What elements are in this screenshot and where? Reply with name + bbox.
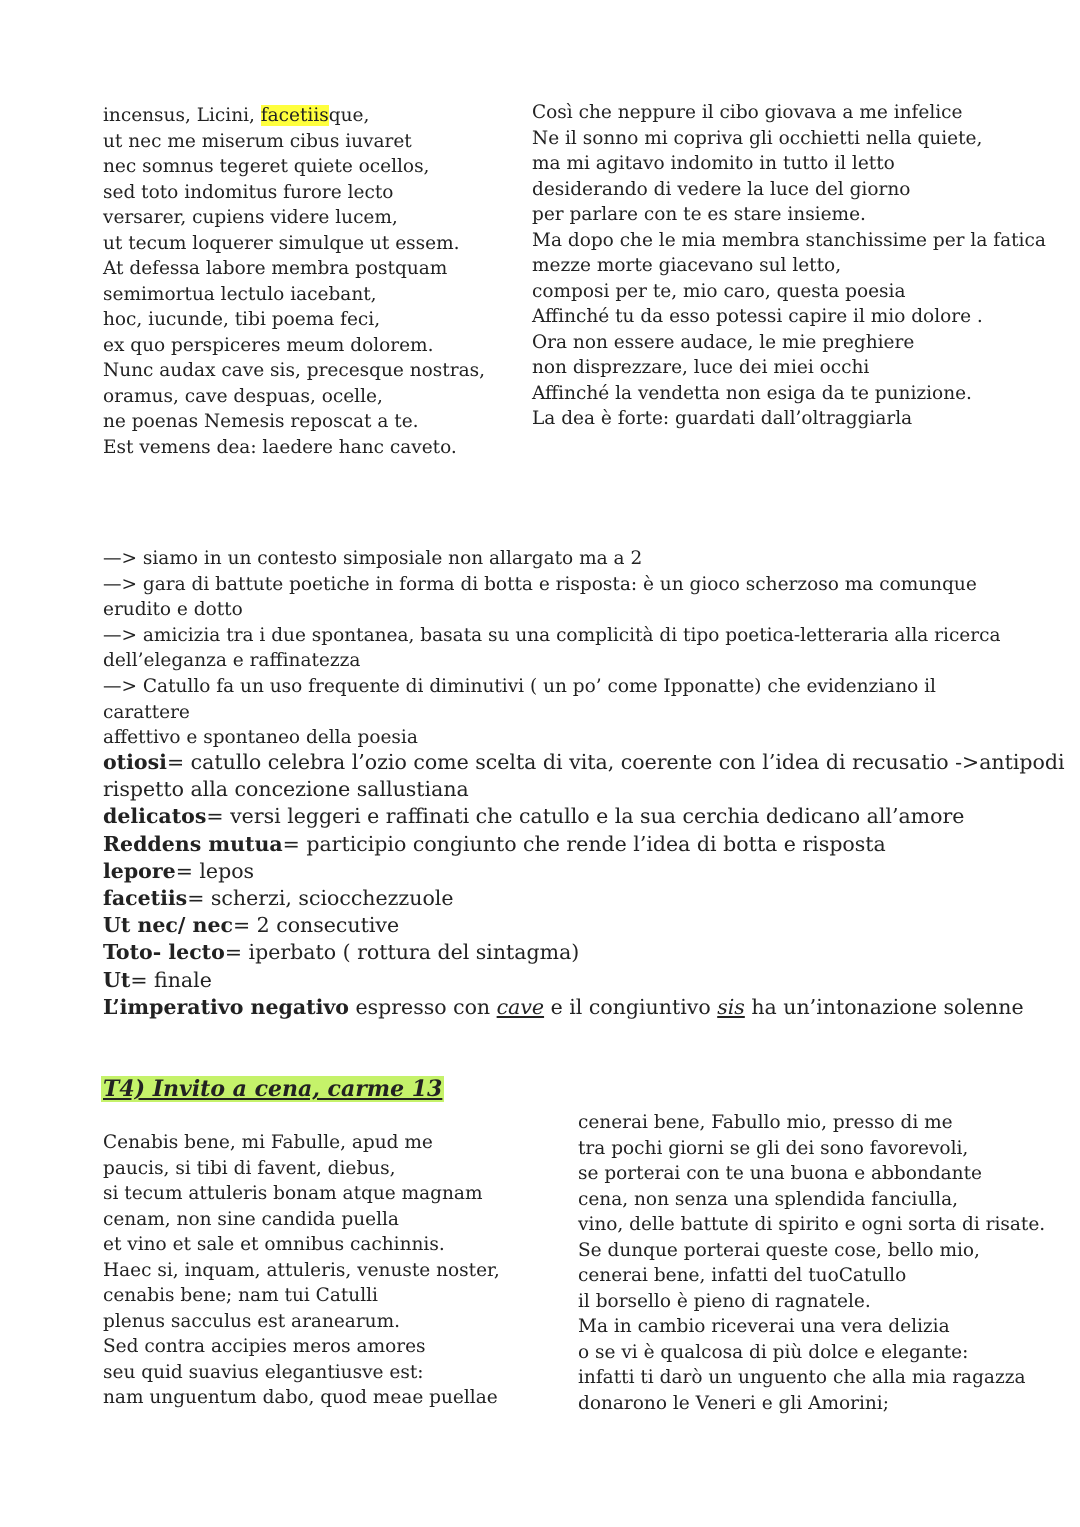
poem-line: si tecum attuleris bonam atque magnam: [103, 1183, 483, 1204]
poem-line: Affinché tu da esso potessi capire il mio dolore .: [532, 306, 983, 327]
poem-line: ut nec me miserum cibus iuvaret: [103, 130, 412, 152]
poem1-italian: [532, 100, 1046, 432]
poem-line: vino, delle battute di spirito e ogni sorta di risate.: [578, 1214, 1046, 1235]
poem-line: nec somnus tegeret quiete ocellos,: [103, 156, 430, 177]
poem-line: cena, non senza una splendida fanciulla,: [578, 1188, 958, 1210]
poem-line: tra pochi giorni se gli dei sono favorevoli,: [578, 1137, 969, 1159]
poem-line: et vino et sale et omnibus cachinnis.: [103, 1234, 445, 1255]
poem-line: Ne il sonno mi copriva gli occhietti nella quiete,: [532, 127, 983, 149]
poem-line: Affinché la vendetta non esiga da te punizione.: [532, 382, 972, 404]
poem-line: versarer, cupiens videre lucem,: [103, 207, 398, 228]
gloss-entry-imperativo: L’imperativo negativo espresso con cave e il congiuntivo sis ha un’intonazione solenne: [103, 994, 1024, 1019]
poem-line: Sed contra accipies meros amores: [103, 1336, 426, 1357]
poem-line: paucis, si tibi di favent, diebus,: [103, 1157, 396, 1179]
gloss-entry-reddens: Reddens mutua= participio congiunto che rende l’idea di botta e risposta: [103, 831, 886, 856]
gloss-entry-delicatos: delicatos= versi leggeri e raffinati che catullo e la sua cerchia dedicano all’amore: [103, 804, 965, 829]
poem-line: ma mi agitavo indomito in tutto il letto: [532, 153, 895, 174]
poem-line: sed toto indomitus furore lecto: [103, 181, 394, 203]
gloss-entry-facetiis: facetiis= scherzi, sciocchezzuole: [103, 886, 454, 911]
poem-line: composi per te, mio caro, questa poesia: [532, 280, 906, 302]
poem-line: non disprezzare, luce dei miei occhi: [532, 357, 870, 378]
poem-line: mezze morte giacevano sul letto,: [532, 255, 842, 276]
poem-line: per parlare con te es stare insieme.: [532, 204, 866, 225]
poem2-italian: [578, 1110, 1045, 1416]
poem-line: hoc, iucunde, tibi poema feci,: [103, 309, 381, 330]
poem-line: Cenabis bene, mi Fabulle, apud me: [103, 1132, 433, 1153]
poem-line: Ora non essere audace, le mie preghiere: [532, 331, 915, 353]
poem-line: cenam, non sine candida puella: [103, 1208, 399, 1230]
gloss-entry-utnec: Ut nec/ nec= 2 consecutive: [103, 913, 400, 938]
gloss-entry-toto: Toto- lecto= iperbato ( rottura del sintagma): [103, 940, 580, 965]
poem-line: cenabis bene; nam tui Catulli: [103, 1285, 378, 1306]
poem-line: donarono le Veneri e gli Amorini;: [578, 1392, 889, 1414]
note-line: —> amicizia tra i due spontanea, basata su una complicità di tipo poetica-letteraria alla ricerca: [103, 624, 1001, 646]
note-line: affettivo e spontaneo della poesia: [103, 727, 418, 749]
poem-line: seu quid suavius elegantiusve est:: [103, 1361, 424, 1383]
poem-line: incensus, Licini, facetiisque,: [103, 105, 370, 126]
poem-line: plenus sacculus est aranearum.: [103, 1310, 401, 1332]
poem-line: se porterai con te una buona e abbondante: [578, 1163, 982, 1184]
poem-line: Ma dopo che le mia membra stanchissime per la fatica: [532, 229, 1046, 251]
gloss-entry-lepore: lepore= lepos: [103, 858, 255, 883]
poem-line: il borsello è pieno di ragnatele.: [578, 1290, 871, 1312]
poem-line: semimortua lectulo iacebant,: [103, 283, 377, 305]
poem-line: ut tecum loquerer simulque ut essem.: [103, 232, 460, 254]
poem-line: Così che neppure il cibo giovava a me infelice: [532, 102, 963, 123]
commentary-notes: [103, 546, 1003, 751]
poem1-latin: [103, 103, 485, 460]
highlighted-word: facetiis: [260, 105, 329, 126]
note-line: dell’eleganza e raffinatezza: [103, 650, 361, 672]
note-line: —> Catullo fa un uso frequente di diminutivi ( un po’ come Ipponatte) che evidenziano il carattere: [103, 675, 936, 723]
poem2-latin: [103, 1130, 500, 1411]
poem-line: cenerai bene, infatti del tuoCatullo: [578, 1265, 907, 1286]
gloss-entry-otiosi: otiosi= catullo celebra l’ozio come scelta di vita, coerente con l’idea di recusatio ->antipodi: [103, 750, 1065, 774]
poem-line: desiderando di vedere la luce del giorno: [532, 178, 911, 200]
gloss-entry-ut: Ut= finale: [103, 967, 212, 992]
poem-line: nam unguentum dabo, quod meae puellae: [103, 1387, 498, 1408]
poem-line: ne poenas Nemesis reposcat a te.: [103, 411, 419, 432]
glossary: [103, 749, 1065, 1021]
poem-line: At defessa labore membra postquam: [103, 258, 448, 279]
poem-line: o se vi è qualcosa di più dolce e elegante:: [578, 1341, 969, 1363]
section-title: [101, 1075, 444, 1103]
poem-line: Est vemens dea: laedere hanc caveto.: [103, 436, 457, 458]
poem-line: Se dunque porterai queste cose, bello mio,: [578, 1239, 980, 1261]
poem-line: cenerai bene, Fabullo mio, presso di me: [578, 1112, 953, 1133]
poem-line: oramus, cave despuas, ocelle,: [103, 385, 383, 407]
poem-line: Nunc audax cave sis, precesque nostras,: [103, 360, 485, 381]
note-line: —> siamo in un contesto simposiale non allargato ma a 2: [103, 548, 643, 569]
poem-line: Ma in cambio riceverai una vera delizia: [578, 1316, 950, 1337]
poem-line: La dea è forte: guardati dall’oltraggiarla: [532, 408, 913, 429]
note-line: —> gara di battute poetiche in forma di botta e risposta: è un gioco scherzoso ma comunque: [103, 573, 977, 595]
section-title-text: T4) Invito a cena, carme 13: [103, 1076, 443, 1102]
poem-line: Haec si, inquam, attuleris, venuste noster,: [103, 1259, 500, 1281]
poem-line: ex quo perspiceres meum dolorem.: [103, 334, 434, 356]
note-line: erudito e dotto: [103, 599, 243, 621]
poem-line: infatti ti darò un unguento che alla mia ragazza: [578, 1367, 1026, 1388]
gloss-entry-otiosi-cont: rispetto alla concezione sallustiana: [103, 777, 469, 802]
